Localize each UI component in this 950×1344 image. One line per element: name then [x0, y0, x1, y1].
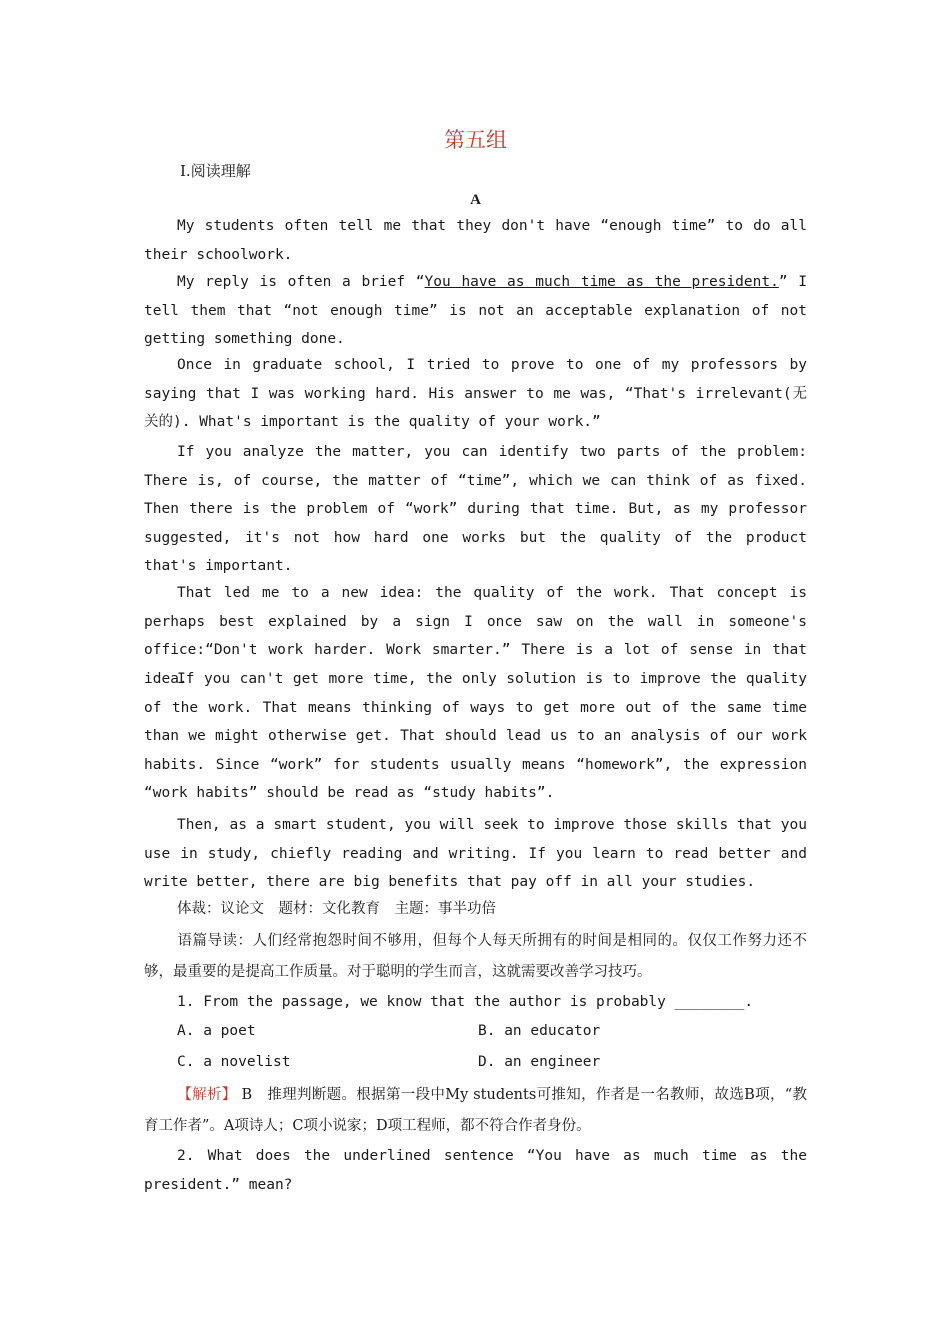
- page-title: 第五组: [444, 128, 507, 152]
- paragraph-7: Then, as a smart student, you will seek to improve those skills that you use in study, chiefly reading and writing. If you learn to read better and write better, there are big benefits that pay off in all your studies.: [144, 817, 807, 890]
- underlined-sentence: You have as much time as the president.: [424, 274, 779, 290]
- question-1-stem: 1. From the passage, we know that the author is probably ________.: [177, 994, 754, 1010]
- passage-letter: A: [470, 192, 481, 208]
- q1-option-b: B. an educator: [478, 1023, 601, 1039]
- paragraph-4: If you analyze the matter, you can identify two parts of the problem: There is, of course, the matter of “time”, which we can think of as fixed. Then there is the problem of “work” during that time. But, as my professor suggested, it's not how hard one works but the quality of the product that's important.: [144, 444, 807, 574]
- question-2-stem: 2. What does the underlined sentence “You have as much time as the president.” mean?: [144, 1148, 807, 1193]
- q1-option-c: C. a novelist: [177, 1054, 291, 1070]
- q1-option-d: D. an engineer: [478, 1054, 601, 1070]
- q1-analysis: 【解析】 B 推理判断题。根据第一段中My students可推知，作者是一名教师，故选B项，“教育工作者”。A项诗人；C项小说家；D项工程师，都不符合作者身份。: [144, 1087, 807, 1134]
- paragraph-2: My reply is often a brief “You have as much time as the president.” I tell them that “not enough time” is not an acceptable explanation of not getting something done.: [144, 274, 807, 347]
- genre-line: 体裁：议论文 题材：文化教育 主题：事半功倍: [177, 901, 496, 917]
- paragraph-1: My students often tell me that they don't have “enough time” to do all their schoolwork.: [144, 218, 807, 263]
- section-heading: Ⅰ.阅读理解: [180, 162, 251, 180]
- q1-option-a: A. a poet: [177, 1023, 256, 1039]
- reading-guide: 语篇导读：人们经常抱怨时间不够用，但每个人每天所拥有的时间是相同的。仅仅工作努力还不够，最重要的是提高工作质量。对于聪明的学生而言，这就需要改善学习技巧。: [144, 933, 807, 980]
- analysis-label: 【解析】: [177, 1087, 237, 1103]
- paragraph-3: Once in graduate school, I tried to prove to one of my professors by saying that I was working hard. His answer to me was, “That's irrelevant(无关的). What's important is the quality of your work.”: [144, 357, 807, 430]
- paragraph-6: If you can't get more time, the only solution is to improve the quality of the work. That means thinking of ways to get more out of the same time than we might otherwise get. That should lead us to an analysis of our work habits. Since “work” for students usually means “homework”, the expression “work habits” should be read as “study habits”.: [144, 671, 807, 801]
- paragraph-5: That led me to a new idea: the quality of the work. That concept is perhaps best explained by a sign I once saw on the wall in someone's office:“Don't work harder. Work smarter.” There is a lot of sense in that idea.: [144, 585, 807, 687]
